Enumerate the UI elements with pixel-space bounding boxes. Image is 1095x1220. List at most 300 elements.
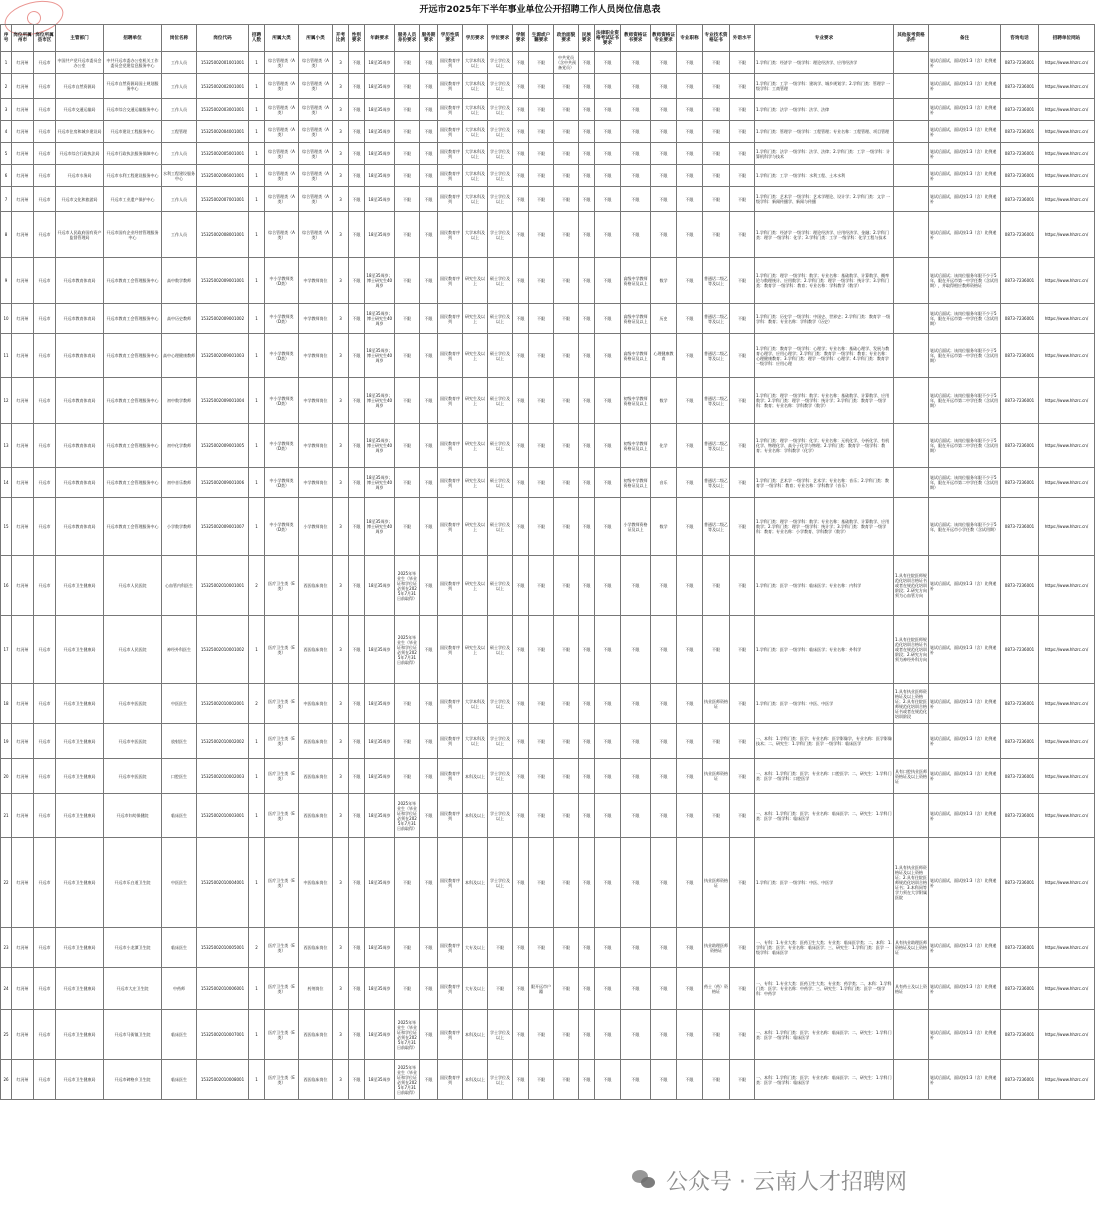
cell-tcert: 初级中学教师资格证及以上 xyxy=(621,468,651,498)
cell-ratio: 3 xyxy=(333,498,349,556)
cell-site[interactable]: https://www.hhzrc.cn/ xyxy=(1039,794,1095,838)
cell-num: 1 xyxy=(249,424,265,468)
cell-site[interactable]: https://www.hhzrc.cn/ xyxy=(1039,468,1095,498)
cell-tcert: 初级中学教师资格证及以上 xyxy=(621,424,651,468)
cell-tcert: 不限 xyxy=(621,616,651,684)
cell-tmajor: 不限 xyxy=(651,52,677,74)
cell-nation: 不限 xyxy=(579,258,595,304)
cell-law: 不限 xyxy=(595,334,621,378)
cell-pol: 不限 xyxy=(554,724,579,759)
table-row xyxy=(1,304,1095,334)
cell-law: 不限 xyxy=(595,928,621,968)
cell-post: 工作人员 xyxy=(162,99,197,121)
cell-nation: 不限 xyxy=(579,74,595,99)
cell-law: 不限 xyxy=(595,498,621,556)
cell-city: 红河州 xyxy=(12,794,34,838)
column-header: 学制要求 xyxy=(513,25,529,52)
cell-status: 不限 xyxy=(395,187,420,212)
cell-edu: 研究生及以上 xyxy=(463,258,488,304)
cell-edutype: 国民教育序列 xyxy=(438,334,463,378)
cell-status: 2025年毕业生（毕业证和学位证必须在2025年7月31日前取得） xyxy=(395,1010,420,1060)
cell-gender: 不限 xyxy=(349,121,365,143)
cell-remark: 笔试后面试，面试按1:3（含）比例递补 xyxy=(929,794,1001,838)
cell-lang: 不限 xyxy=(730,165,755,187)
column-header: 专业职称 xyxy=(677,25,703,52)
recruitment-table xyxy=(0,24,1095,1100)
cell-edu: 大学本科及以上 xyxy=(463,143,488,165)
cell-age: 18至35周岁 xyxy=(365,968,395,1010)
cell-phone: 0873-7236001 xyxy=(1001,258,1039,304)
cell-num: 1 xyxy=(249,334,265,378)
cell-gender: 不限 xyxy=(349,424,365,468)
cell-origin: 不限 xyxy=(529,212,554,258)
cell-edutype: 国民教育序列 xyxy=(438,1060,463,1100)
cell-city: 红河州 xyxy=(12,304,34,334)
cell-title: 不限 xyxy=(677,616,703,684)
cell-sub: 中医临床岗位 xyxy=(299,838,333,928)
cell-origin: 不限 xyxy=(529,74,554,99)
cell-code: 15325002010006001 xyxy=(197,968,249,1010)
cell-other xyxy=(894,794,929,838)
cell-degree: 硕士学位及以上 xyxy=(488,468,513,498)
cell-other: 具有药士及以上资格证 xyxy=(894,968,929,1010)
cell-code: 15325002005001001 xyxy=(197,143,249,165)
cell-edu: 大学本科及以上 xyxy=(463,74,488,99)
cell-unit: 开远市中医医院 xyxy=(104,724,162,759)
cell-unit: 开远市马街镇卫生院 xyxy=(104,1010,162,1060)
cell-phone: 0873-7236001 xyxy=(1001,74,1039,99)
cell-site[interactable]: https://www.hhzrc.cn/ xyxy=(1039,1010,1095,1060)
cell-tcert: 初级中学教师资格证及以上 xyxy=(621,378,651,424)
cell-age: 18至35周岁 xyxy=(365,165,395,187)
cell-title: 不限 xyxy=(677,498,703,556)
cell-edu: 本科及以上 xyxy=(463,759,488,794)
cell-no: 9 xyxy=(1,258,12,304)
cell-site[interactable]: https://www.hhzrc.cn/ xyxy=(1039,498,1095,556)
cell-pcert: 普通话二级乙等及以上 xyxy=(703,424,730,468)
cell-edutype: 国民教育序列 xyxy=(438,52,463,74)
cell-status: 2025年毕业生（毕业证和学位证必须在2025年7月31日前取得） xyxy=(395,1060,420,1100)
cell-cat: 医疗卫生类（E类） xyxy=(265,838,299,928)
cell-post: 水利工程建设服务中心 xyxy=(162,165,197,187)
cell-age: 18至35周岁 xyxy=(365,838,395,928)
cell-title: 不限 xyxy=(677,556,703,616)
cell-nation: 不限 xyxy=(579,334,595,378)
cell-num: 1 xyxy=(249,74,265,99)
cell-pol: 不限 xyxy=(554,498,579,556)
cell-county: 开远市 xyxy=(34,1060,56,1100)
cell-num: 1 xyxy=(249,616,265,684)
cell-ratio: 3 xyxy=(333,378,349,424)
cell-pol: 不限 xyxy=(554,258,579,304)
cell-code: 15325002002001001 xyxy=(197,74,249,99)
cell-site[interactable]: https://www.hhzrc.cn/ xyxy=(1039,424,1095,468)
cell-city: 红河州 xyxy=(12,838,34,928)
cell-tmajor: 不限 xyxy=(651,759,677,794)
cell-city: 红河州 xyxy=(12,928,34,968)
cell-tcert: 不限 xyxy=(621,556,651,616)
cell-pcert: 不限 xyxy=(703,1010,730,1060)
cell-post: 中药师 xyxy=(162,968,197,1010)
table-header-row xyxy=(1,25,1095,52)
cell-site[interactable]: https://www.hhzrc.cn/ xyxy=(1039,187,1095,212)
cell-num: 1 xyxy=(249,258,265,304)
cell-major: 1.学科门类：艺术学 一级学科：艺术学；专业名称：音乐；2.学科门类：教育学 一级学科：教育；专业名称：学科教学（音乐） xyxy=(755,468,894,498)
cell-status: 不限 xyxy=(395,468,420,498)
cell-status: 不限 xyxy=(395,165,420,187)
cell-ratio: 3 xyxy=(333,187,349,212)
cell-remark: 笔试后面试，面试按1:3（含）比例递补 xyxy=(929,52,1001,74)
cell-major: 1.学科门类：法学 一级学科：法学、法律；2.学科门类：工学 一级学科：计算机科学与技术 xyxy=(755,143,894,165)
cell-site[interactable]: https://www.hhzrc.cn/ xyxy=(1039,143,1095,165)
cell-major: 1.学科门类：经济学 一级学科：理论经济学、应用经济学、金融；2.学科门类：理学 一级学科：化学；3.学科门类：工学 一级学科：化学工程与技术 xyxy=(755,212,894,258)
cell-nation: 不限 xyxy=(579,99,595,121)
cell-sub: 西医临床岗位 xyxy=(299,1010,333,1060)
cell-no: 16 xyxy=(1,556,12,616)
cell-age: 18至35周岁 xyxy=(365,616,395,684)
cell-major: 1.学科门类：医学 一级学科：中医、中医学 xyxy=(755,684,894,724)
cell-term: 不限 xyxy=(420,1060,438,1100)
cell-site[interactable]: https://www.hhzrc.cn/ xyxy=(1039,838,1095,928)
cell-ratio: 3 xyxy=(333,468,349,498)
cell-phone: 0873-7236001 xyxy=(1001,968,1039,1010)
table-row xyxy=(1,928,1095,968)
cell-unit: 开远市小龙潭卫生院 xyxy=(104,928,162,968)
column-header: 教师资格证书要求 xyxy=(621,25,651,52)
cell-lang: 不限 xyxy=(730,968,755,1010)
cell-county: 开远市 xyxy=(34,258,56,304)
cell-county: 开远市 xyxy=(34,99,56,121)
cell-site[interactable]: https://www.hhzrc.cn/ xyxy=(1039,616,1095,684)
cell-unit: 开远市乐白道卫生院 xyxy=(104,838,162,928)
cell-major: 1.学科门类：教育学 一级学科：心理学；专业名称：基础心理学、发展与教育心理学、应用心理学；2.学科门类：教育学 一级学科：教育；专业名称：心理健康教育；3.学科门类：理学 一级学科：心理学；4.学科门类：教育学 一级学科：应用心理 xyxy=(755,334,894,378)
cell-law: 不限 xyxy=(595,724,621,759)
cell-dept: 开远市卫生健康局 xyxy=(56,616,104,684)
cell-degree: 学士学位及以上 xyxy=(488,838,513,928)
cell-site[interactable]: https://www.hhzrc.cn/ xyxy=(1039,684,1095,724)
cell-origin: 不限 xyxy=(529,684,554,724)
cell-county: 开远市 xyxy=(34,928,56,968)
cell-tmajor: 不限 xyxy=(651,74,677,99)
cell-edutype: 国民教育序列 xyxy=(438,258,463,304)
column-header: 所属小类 xyxy=(299,25,333,52)
cell-origin: 不限 xyxy=(529,143,554,165)
cell-ratio: 3 xyxy=(333,616,349,684)
cell-no: 6 xyxy=(1,165,12,187)
cell-no: 18 xyxy=(1,684,12,724)
cell-remark: 笔试后面试；该岗位服务年限不少于5年，限在开远市第一中学任教（含试用期） xyxy=(929,334,1001,378)
cell-sub: 中学教师岗位 xyxy=(299,468,333,498)
cell-sys: 不限 xyxy=(513,724,529,759)
cell-major: 1.学科门类：工学 一级学科：水利工程、土木水利 xyxy=(755,165,894,187)
cell-law: 不限 xyxy=(595,759,621,794)
cell-tcert: 不限 xyxy=(621,121,651,143)
cell-origin: 不限 xyxy=(529,121,554,143)
cell-phone: 0873-7236001 xyxy=(1001,724,1039,759)
cell-dept: 开远市卫生健康局 xyxy=(56,556,104,616)
cell-code: 15325002009001007 xyxy=(197,498,249,556)
cell-gender: 不限 xyxy=(349,187,365,212)
cell-sub: 西医临床岗位 xyxy=(299,794,333,838)
cell-degree: 学士学位及以上 xyxy=(488,121,513,143)
cell-dept: 开远市住房和城乡建设局 xyxy=(56,121,104,143)
cell-status: 不限 xyxy=(395,74,420,99)
cell-degree: 学士学位及以上 xyxy=(488,212,513,258)
cell-dept: 开远市卫生健康局 xyxy=(56,838,104,928)
cell-tcert: 不限 xyxy=(621,928,651,968)
cell-edu: 大专及以上 xyxy=(463,928,488,968)
cell-status: 不限 xyxy=(395,99,420,121)
cell-site[interactable]: https://www.hhzrc.cn/ xyxy=(1039,165,1095,187)
cell-gender: 不限 xyxy=(349,794,365,838)
cell-city: 红河州 xyxy=(12,258,34,304)
cell-origin: 限开远市户籍 xyxy=(529,968,554,1010)
cell-pcert: 不限 xyxy=(703,187,730,212)
cell-unit: 开远市教育工会管理服务中心 xyxy=(104,334,162,378)
cell-tcert: 不限 xyxy=(621,187,651,212)
cell-major: 1.学科门类：医学 一级学科：中医、中医学 xyxy=(755,838,894,928)
cell-status: 不限 xyxy=(395,334,420,378)
cell-gender: 不限 xyxy=(349,143,365,165)
cell-other xyxy=(894,724,929,759)
cell-edu: 研究生及以上 xyxy=(463,498,488,556)
cell-status: 2025年毕业生（毕业证和学位证必须在2025年7月31日前取得） xyxy=(395,794,420,838)
cell-dept: 开远市卫生健康局 xyxy=(56,968,104,1010)
cell-site[interactable]: https://www.hhzrc.cn/ xyxy=(1039,556,1095,616)
cell-site[interactable]: https://www.hhzrc.cn/ xyxy=(1039,258,1095,304)
cell-num: 1 xyxy=(249,968,265,1010)
cell-dept: 开远市人民政府国有资产监督管理局 xyxy=(56,212,104,258)
cell-pol: 不限 xyxy=(554,928,579,968)
cell-ratio: 3 xyxy=(333,684,349,724)
cell-pcert: 普通话二级乙等及以上 xyxy=(703,378,730,424)
cell-title: 不限 xyxy=(677,52,703,74)
cell-no: 1 xyxy=(1,52,12,74)
cell-tmajor: 不限 xyxy=(651,556,677,616)
cell-pcert: 不限 xyxy=(703,794,730,838)
cell-age: 18至35周岁；博士研究生40周岁 xyxy=(365,424,395,468)
cell-term: 不限 xyxy=(420,759,438,794)
cell-sub: 西医临床岗位 xyxy=(299,616,333,684)
cell-tcert: 不限 xyxy=(621,759,651,794)
cell-site[interactable]: https://www.hhzrc.cn/ xyxy=(1039,724,1095,759)
cell-pol: 不限 xyxy=(554,99,579,121)
cell-title: 不限 xyxy=(677,1060,703,1100)
cell-edu: 大学本科及以上 xyxy=(463,52,488,74)
cell-site[interactable]: https://www.hhzrc.cn/ xyxy=(1039,212,1095,258)
cell-edutype: 国民教育序列 xyxy=(438,556,463,616)
cell-nation: 不限 xyxy=(579,1010,595,1060)
cell-unit: 开远市教育工会管理服务中心 xyxy=(104,258,162,304)
cell-pcert: 不限 xyxy=(703,121,730,143)
cell-title: 不限 xyxy=(677,468,703,498)
cell-degree: 硕士学位及以上 xyxy=(488,304,513,334)
cell-title: 不限 xyxy=(677,74,703,99)
cell-origin: 不限 xyxy=(529,928,554,968)
cell-edu: 本科及以上 xyxy=(463,794,488,838)
cell-remark: 笔试后面试，面试按1:3（含）比例递补 xyxy=(929,684,1001,724)
cell-cat: 综合管理类（A类） xyxy=(265,121,299,143)
cell-tmajor: 不限 xyxy=(651,165,677,187)
cell-gender: 不限 xyxy=(349,52,365,74)
cell-sub: 综合管理类（A类） xyxy=(299,165,333,187)
cell-sys: 不限 xyxy=(513,143,529,165)
cell-origin: 不限 xyxy=(529,616,554,684)
cell-county: 开远市 xyxy=(34,121,56,143)
cell-county: 开远市 xyxy=(34,143,56,165)
cell-sys: 不限 xyxy=(513,187,529,212)
cell-phone: 0873-7236001 xyxy=(1001,143,1039,165)
cell-sub: 中学教师岗位 xyxy=(299,378,333,424)
cell-no: 20 xyxy=(1,759,12,794)
table-row xyxy=(1,74,1095,99)
cell-ratio: 3 xyxy=(333,724,349,759)
cell-no: 25 xyxy=(1,1010,12,1060)
cell-tmajor: 不限 xyxy=(651,99,677,121)
cell-origin: 不限 xyxy=(529,794,554,838)
cell-site[interactable]: https://www.hhzrc.cn/ xyxy=(1039,99,1095,121)
table-row xyxy=(1,121,1095,143)
cell-code: 15325002010008001 xyxy=(197,1060,249,1100)
cell-county: 开远市 xyxy=(34,304,56,334)
cell-lang: 不限 xyxy=(730,212,755,258)
cell-title: 不限 xyxy=(677,304,703,334)
cell-site[interactable]: https://www.hhzrc.cn/ xyxy=(1039,334,1095,378)
cell-phone: 0873-7236001 xyxy=(1001,468,1039,498)
cell-other xyxy=(894,74,929,99)
cell-cat: 中小学教师类（D类） xyxy=(265,468,299,498)
cell-num: 1 xyxy=(249,838,265,928)
cell-degree: 不限 xyxy=(488,928,513,968)
cell-remark: 笔试后面试；该岗位服务年限不少于5年，限在开远市第二中学任教（含试用期） xyxy=(929,468,1001,498)
cell-lang: 不限 xyxy=(730,794,755,838)
cell-post: 高中心理健康教师 xyxy=(162,334,197,378)
cell-origin: 不限 xyxy=(529,187,554,212)
cell-origin: 不限 xyxy=(529,759,554,794)
column-header: 教师资格证专业要求 xyxy=(651,25,677,52)
cell-unit: 开远市建设工程服务中心 xyxy=(104,121,162,143)
cell-sys: 不限 xyxy=(513,334,529,378)
cell-num: 1 xyxy=(249,1060,265,1100)
cell-nation: 不限 xyxy=(579,424,595,468)
cell-age: 18至35周岁 xyxy=(365,212,395,258)
cell-sub: 中学教师岗位 xyxy=(299,424,333,468)
cell-nation: 不限 xyxy=(579,928,595,968)
cell-status: 不限 xyxy=(395,304,420,334)
cell-site[interactable]: https://www.hhzrc.cn/ xyxy=(1039,378,1095,424)
cell-county: 开远市 xyxy=(34,378,56,424)
cell-tcert: 小学教师资格证及以上 xyxy=(621,498,651,556)
cell-phone: 0873-7236001 xyxy=(1001,424,1039,468)
cell-site[interactable]: https://www.hhzrc.cn/ xyxy=(1039,1060,1095,1100)
cell-lang: 不限 xyxy=(730,99,755,121)
cell-edutype: 国民教育序列 xyxy=(438,724,463,759)
cell-title: 不限 xyxy=(677,99,703,121)
cell-city: 红河州 xyxy=(12,52,34,74)
cell-site[interactable]: https://www.hhzrc.cn/ xyxy=(1039,928,1095,968)
cell-ratio: 3 xyxy=(333,304,349,334)
cell-other xyxy=(894,468,929,498)
cell-site[interactable]: https://www.hhzrc.cn/ xyxy=(1039,968,1095,1010)
cell-degree: 硕士学位及以上 xyxy=(488,258,513,304)
cell-site[interactable]: https://www.hhzrc.cn/ xyxy=(1039,52,1095,74)
cell-major: 一、本科：1.学科门类：医学；专业名称：临床医学；二、研究生：1.学科门类：医学 一级学科：临床医学 xyxy=(755,1060,894,1100)
cell-nation: 不限 xyxy=(579,968,595,1010)
cell-site[interactable]: https://www.hhzrc.cn/ xyxy=(1039,121,1095,143)
cell-num: 1 xyxy=(249,724,265,759)
cell-remark: 笔试后面试；该岗位服务年限不少于5年，限在开远市第一中学任教（含试用期），并取得相应教师资格证 xyxy=(929,258,1001,304)
cell-site[interactable]: https://www.hhzrc.cn/ xyxy=(1039,74,1095,99)
cell-gender: 不限 xyxy=(349,74,365,99)
cell-degree: 学士学位及以上 xyxy=(488,52,513,74)
cell-other xyxy=(894,378,929,424)
cell-dept: 开远市卫生健康局 xyxy=(56,928,104,968)
cell-num: 1 xyxy=(249,304,265,334)
cell-no: 17 xyxy=(1,616,12,684)
cell-tmajor: 音乐 xyxy=(651,468,677,498)
cell-tmajor: 不限 xyxy=(651,684,677,724)
cell-unit: 开远市妇幼保健院 xyxy=(104,794,162,838)
cell-nation: 不限 xyxy=(579,684,595,724)
cell-tmajor: 不限 xyxy=(651,212,677,258)
cell-other: 具有口腔执业医师资格证及以上资格证 xyxy=(894,759,929,794)
cell-title: 不限 xyxy=(677,378,703,424)
cell-city: 红河州 xyxy=(12,616,34,684)
cell-edu: 大学本科及以上 xyxy=(463,212,488,258)
cell-sub: 综合管理类（A类） xyxy=(299,74,333,99)
column-header: 政治面貌要求 xyxy=(554,25,579,52)
cell-degree: 学士学位及以上 xyxy=(488,724,513,759)
cell-sys: 不限 xyxy=(513,616,529,684)
cell-pcert: 普通话二级乙等及以上 xyxy=(703,468,730,498)
cell-dept: 开远市教育体育局 xyxy=(56,334,104,378)
cell-other xyxy=(894,165,929,187)
cell-law: 不限 xyxy=(595,378,621,424)
cell-ratio: 3 xyxy=(333,143,349,165)
cell-unit: 开远市人民医院 xyxy=(104,616,162,684)
cell-pol: 不限 xyxy=(554,143,579,165)
cell-city: 红河州 xyxy=(12,187,34,212)
cell-remark: 笔试后面试，面试按1:3（含）比例递补 xyxy=(929,99,1001,121)
cell-law: 不限 xyxy=(595,121,621,143)
cell-pcert: 普通话二级乙等及以上 xyxy=(703,334,730,378)
cell-cat: 中小学教师类（D类） xyxy=(265,304,299,334)
cell-gender: 不限 xyxy=(349,968,365,1010)
cell-site[interactable]: https://www.hhzrc.cn/ xyxy=(1039,759,1095,794)
cell-age: 18至35周岁 xyxy=(365,794,395,838)
cell-edutype: 国民教育序列 xyxy=(438,378,463,424)
cell-lang: 不限 xyxy=(730,334,755,378)
cell-remark: 笔试后面试，面试按1:3（含）比例递补 xyxy=(929,1010,1001,1060)
cell-no: 7 xyxy=(1,187,12,212)
cell-law: 不限 xyxy=(595,99,621,121)
cell-nation: 不限 xyxy=(579,143,595,165)
cell-sys: 不限 xyxy=(513,684,529,724)
cell-pol: 不限 xyxy=(554,838,579,928)
table-row xyxy=(1,165,1095,187)
cell-sys: 不限 xyxy=(513,99,529,121)
table-row xyxy=(1,794,1095,838)
cell-law: 不限 xyxy=(595,838,621,928)
cell-site[interactable]: https://www.hhzrc.cn/ xyxy=(1039,304,1095,334)
column-header: 主管部门 xyxy=(56,25,104,52)
cell-dept: 开远市教育体育局 xyxy=(56,258,104,304)
cell-tmajor: 不限 xyxy=(651,143,677,165)
table-row xyxy=(1,468,1095,498)
cell-post: 工作人员 xyxy=(162,187,197,212)
cell-law: 不限 xyxy=(595,556,621,616)
column-header: 咨询电话 xyxy=(1001,25,1039,52)
